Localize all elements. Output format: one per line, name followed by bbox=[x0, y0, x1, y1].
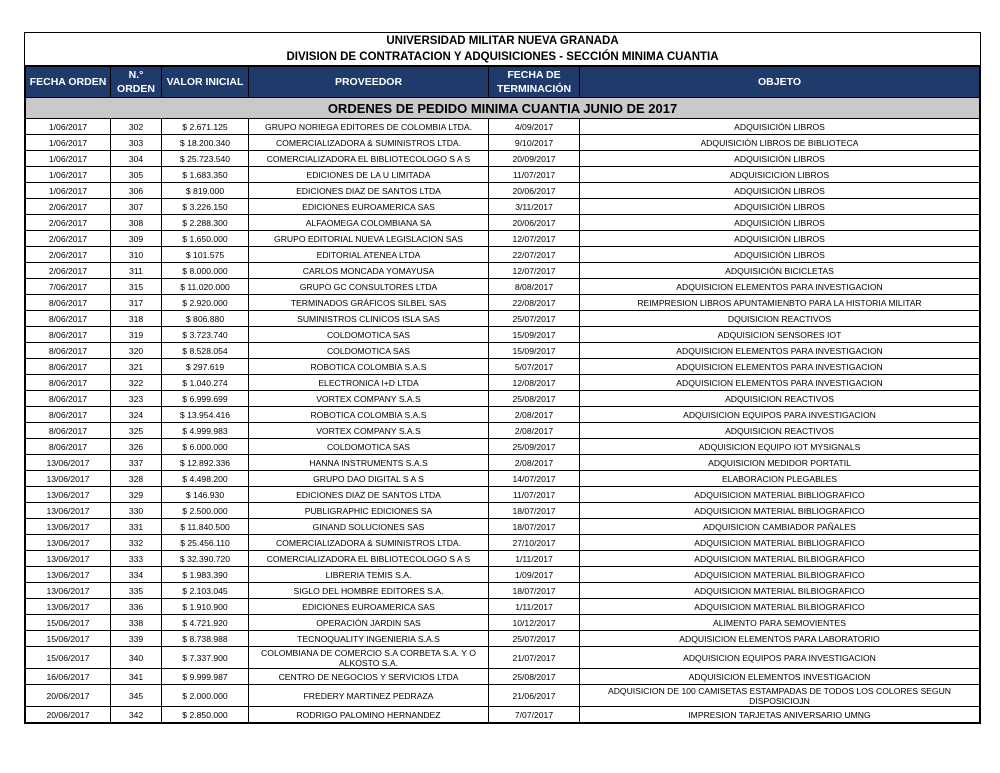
cell-fecha-orden[interactable]: 8/06/2017 bbox=[26, 423, 111, 439]
cell-valor-inicial[interactable]: $ 1.910.900 bbox=[162, 599, 249, 615]
cell-objeto[interactable]: ADQUISICION EQUIPO IOT MYSIGNALS bbox=[580, 439, 980, 455]
cell-fecha-terminacion[interactable]: 2/08/2017 bbox=[489, 423, 580, 439]
cell-valor-inicial[interactable]: $ 13.954.416 bbox=[162, 407, 249, 423]
table-row bbox=[26, 471, 980, 487]
cell-objeto[interactable]: ADQUISICION MATERIAL BIBLIOGRAFICO bbox=[580, 503, 980, 519]
cell-fecha-terminacion[interactable]: 21/07/2017 bbox=[489, 647, 580, 669]
cell-valor-inicial[interactable]: $ 297.619 bbox=[162, 359, 249, 375]
table-row bbox=[26, 707, 980, 723]
cell-n-orden[interactable]: 315 bbox=[111, 279, 162, 295]
cell-valor-inicial[interactable]: $ 806.880 bbox=[162, 311, 249, 327]
cell-n-orden[interactable]: 308 bbox=[111, 215, 162, 231]
cell-fecha-orden[interactable]: 8/06/2017 bbox=[26, 311, 111, 327]
cell-fecha-terminacion[interactable]: 2/08/2017 bbox=[489, 455, 580, 471]
cell-proveedor[interactable]: OPERACIÓN JARDIN SAS bbox=[249, 615, 489, 631]
cell-proveedor[interactable]: VORTEX COMPANY S.A.S bbox=[249, 423, 489, 439]
cell-n-orden[interactable]: 329 bbox=[111, 487, 162, 503]
cell-fecha-terminacion[interactable]: 15/09/2017 bbox=[489, 343, 580, 359]
table-row bbox=[26, 183, 980, 199]
cell-fecha-orden[interactable]: 13/06/2017 bbox=[26, 487, 111, 503]
cell-valor-inicial[interactable]: $ 32.390.720 bbox=[162, 551, 249, 567]
cell-valor-inicial[interactable]: $ 1.683.350 bbox=[162, 167, 249, 183]
cell-fecha-terminacion[interactable]: 10/12/2017 bbox=[489, 615, 580, 631]
table-row bbox=[26, 455, 980, 471]
cell-n-orden[interactable]: 340 bbox=[111, 647, 162, 669]
cell-fecha-orden[interactable]: 8/06/2017 bbox=[26, 439, 111, 455]
cell-fecha-terminacion[interactable]: 7/07/2017 bbox=[489, 707, 580, 723]
cell-fecha-orden[interactable]: 2/06/2017 bbox=[26, 231, 111, 247]
cell-fecha-terminacion[interactable]: 12/07/2017 bbox=[489, 263, 580, 279]
cell-proveedor[interactable]: PUBLIGRAPHIC EDICIONES SA bbox=[249, 503, 489, 519]
cell-proveedor[interactable]: RODRIGO PALOMINO HERNANDEZ bbox=[249, 707, 489, 723]
table-row bbox=[26, 487, 980, 503]
cell-fecha-orden[interactable]: 15/06/2017 bbox=[26, 647, 111, 669]
cell-objeto[interactable]: ADQUISICICION LIBROS bbox=[580, 167, 980, 183]
col-valor-inicial[interactable]: VALOR INICIAL bbox=[162, 67, 249, 98]
cell-fecha-terminacion[interactable]: 15/09/2017 bbox=[489, 327, 580, 343]
cell-valor-inicial[interactable]: $ 8.528.054 bbox=[162, 343, 249, 359]
cell-fecha-orden[interactable]: 2/06/2017 bbox=[26, 263, 111, 279]
cell-valor-inicial[interactable]: $ 2.500.000 bbox=[162, 503, 249, 519]
cell-fecha-terminacion[interactable]: 25/09/2017 bbox=[489, 439, 580, 455]
cell-fecha-terminacion[interactable]: 20/06/2017 bbox=[489, 215, 580, 231]
cell-n-orden[interactable]: 306 bbox=[111, 183, 162, 199]
table-row bbox=[26, 551, 980, 567]
cell-proveedor[interactable]: CARLOS MONCADA YOMAYUSA bbox=[249, 263, 489, 279]
table-body bbox=[26, 119, 980, 723]
cell-proveedor[interactable]: GINAND SOLUCIONES SAS bbox=[249, 519, 489, 535]
cell-n-orden[interactable]: 331 bbox=[111, 519, 162, 535]
cell-fecha-orden[interactable]: 8/06/2017 bbox=[26, 375, 111, 391]
cell-n-orden[interactable]: 304 bbox=[111, 151, 162, 167]
cell-proveedor[interactable]: SIGLO DEL HOMBRE EDITORES S.A. bbox=[249, 583, 489, 599]
cell-n-orden[interactable]: 341 bbox=[111, 669, 162, 685]
table-row bbox=[26, 503, 980, 519]
cell-n-orden[interactable]: 338 bbox=[111, 615, 162, 631]
cell-fecha-orden[interactable]: 16/06/2017 bbox=[26, 669, 111, 685]
cell-objeto[interactable]: ELABORACION PLEGABLES bbox=[580, 471, 980, 487]
cell-objeto[interactable]: ADQUISICION EQUIPOS PARA INVESTIGACION bbox=[580, 647, 980, 669]
cell-valor-inicial[interactable]: $ 2.000.000 bbox=[162, 685, 249, 707]
col-proveedor[interactable]: PROVEEDOR bbox=[249, 67, 489, 98]
cell-fecha-terminacion[interactable]: 27/10/2017 bbox=[489, 535, 580, 551]
cell-fecha-orden[interactable]: 8/06/2017 bbox=[26, 327, 111, 343]
cell-proveedor[interactable]: SUMINISTROS CLINICOS ISLA SAS bbox=[249, 311, 489, 327]
cell-objeto[interactable]: ADQUISICIÓN LIBROS bbox=[580, 151, 980, 167]
table-row bbox=[26, 407, 980, 423]
cell-fecha-terminacion[interactable]: 25/07/2017 bbox=[489, 311, 580, 327]
cell-n-orden[interactable]: 323 bbox=[111, 391, 162, 407]
cell-fecha-orden[interactable]: 13/06/2017 bbox=[26, 471, 111, 487]
cell-proveedor[interactable]: ALFAOMEGA COLOMBIANA SA bbox=[249, 215, 489, 231]
cell-valor-inicial[interactable]: $ 8.738.988 bbox=[162, 631, 249, 647]
cell-proveedor[interactable]: COMERCIALIZADORA & SUMINISTROS LTDA. bbox=[249, 135, 489, 151]
cell-valor-inicial[interactable]: $ 4.498.200 bbox=[162, 471, 249, 487]
cell-valor-inicial[interactable]: $ 4.999.983 bbox=[162, 423, 249, 439]
cell-fecha-terminacion[interactable]: 12/08/2017 bbox=[489, 375, 580, 391]
table-row bbox=[26, 231, 980, 247]
cell-proveedor[interactable]: COLOMBIANA DE COMERCIO S.A CORBETA S.A. Y O ALKOSTO S.A. bbox=[249, 647, 489, 669]
table-row bbox=[26, 279, 980, 295]
cell-n-orden[interactable]: 302 bbox=[111, 119, 162, 135]
cell-fecha-terminacion[interactable]: 18/07/2017 bbox=[489, 519, 580, 535]
table-row bbox=[26, 669, 980, 685]
cell-proveedor[interactable]: TECNOQUALITY INGENIERIA S.A.S bbox=[249, 631, 489, 647]
section-band bbox=[26, 98, 980, 119]
cell-objeto[interactable]: ADQUISICION MATERIAL BIBLIOGRAFICO bbox=[580, 535, 980, 551]
table-row bbox=[26, 327, 980, 343]
cell-fecha-terminacion[interactable]: 12/07/2017 bbox=[489, 231, 580, 247]
cell-fecha-orden[interactable]: 2/06/2017 bbox=[26, 199, 111, 215]
cell-objeto[interactable]: ADQUISICION ELEMENTOS PARA INVESTIGACION bbox=[580, 375, 980, 391]
table-row bbox=[26, 535, 980, 551]
cell-proveedor[interactable]: HANNA INSTRUMENTS S.A.S bbox=[249, 455, 489, 471]
cell-fecha-terminacion[interactable]: 14/07/2017 bbox=[489, 471, 580, 487]
cell-proveedor[interactable]: EDICIONES DIAZ DE SANTOS LTDA bbox=[249, 487, 489, 503]
table-row bbox=[26, 615, 980, 631]
cell-n-orden[interactable]: 328 bbox=[111, 471, 162, 487]
cell-objeto[interactable]: ADQUISICION MATERIAL BILBIOGRAFICO bbox=[580, 551, 980, 567]
spreadsheet bbox=[24, 32, 981, 724]
cell-fecha-orden[interactable]: 1/06/2017 bbox=[26, 167, 111, 183]
cell-fecha-orden[interactable]: 2/06/2017 bbox=[26, 247, 111, 263]
cell-fecha-orden[interactable]: 8/06/2017 bbox=[26, 295, 111, 311]
cell-fecha-orden[interactable]: 13/06/2017 bbox=[26, 567, 111, 583]
cell-valor-inicial[interactable]: $ 6.000.000 bbox=[162, 439, 249, 455]
cell-fecha-terminacion[interactable]: 25/07/2017 bbox=[489, 631, 580, 647]
cell-fecha-orden[interactable]: 1/06/2017 bbox=[26, 183, 111, 199]
cell-objeto[interactable]: IMPRESION TARJETAS ANIVERSARIO UMNG bbox=[580, 707, 980, 723]
cell-n-orden[interactable]: 325 bbox=[111, 423, 162, 439]
cell-fecha-terminacion[interactable]: 2/08/2017 bbox=[489, 407, 580, 423]
table-row bbox=[26, 423, 980, 439]
cell-fecha-terminacion[interactable]: 3/11/2017 bbox=[489, 199, 580, 215]
cell-proveedor[interactable]: CENTRO DE NEGOCIOS Y SERVICIOS LTDA bbox=[249, 669, 489, 685]
cell-objeto[interactable]: ADQUISICION ELEMENTOS PARA LABORATORIO bbox=[580, 631, 980, 647]
col-fecha-terminacion[interactable]: FECHA DE TERMINACIÓN bbox=[489, 67, 580, 98]
cell-n-orden[interactable]: 337 bbox=[111, 455, 162, 471]
cell-fecha-orden[interactable]: 13/06/2017 bbox=[26, 583, 111, 599]
cell-objeto[interactable]: ADQUISICIÓN LIBROS bbox=[580, 183, 980, 199]
cell-valor-inicial[interactable]: $ 9.999.987 bbox=[162, 669, 249, 685]
cell-proveedor[interactable]: VORTEX COMPANY S.A.S bbox=[249, 391, 489, 407]
cell-fecha-orden[interactable]: 8/06/2017 bbox=[26, 343, 111, 359]
cell-valor-inicial[interactable]: $ 18.200.340 bbox=[162, 135, 249, 151]
table-row bbox=[26, 135, 980, 151]
cell-n-orden[interactable]: 339 bbox=[111, 631, 162, 647]
cell-proveedor[interactable]: COLDOMOTICA SAS bbox=[249, 343, 489, 359]
cell-valor-inicial[interactable]: $ 2.920.000 bbox=[162, 295, 249, 311]
cell-fecha-orden[interactable]: 1/06/2017 bbox=[26, 119, 111, 135]
cell-n-orden[interactable]: 317 bbox=[111, 295, 162, 311]
cell-n-orden[interactable]: 322 bbox=[111, 375, 162, 391]
table-row bbox=[26, 119, 980, 135]
cell-valor-inicial[interactable]: $ 2.671.125 bbox=[162, 119, 249, 135]
cell-proveedor[interactable]: GRUPO EDITORIAL NUEVA LEGISLACION SAS bbox=[249, 231, 489, 247]
cell-objeto[interactable]: ALIMENTO PARA SEMOVIENTES bbox=[580, 615, 980, 631]
table-row bbox=[26, 631, 980, 647]
cell-proveedor[interactable]: EDICIONES DIAZ DE SANTOS LTDA bbox=[249, 183, 489, 199]
cell-n-orden[interactable]: 333 bbox=[111, 551, 162, 567]
cell-valor-inicial[interactable]: $ 1.650.000 bbox=[162, 231, 249, 247]
cell-n-orden[interactable]: 342 bbox=[111, 707, 162, 723]
cell-fecha-orden[interactable]: 13/06/2017 bbox=[26, 599, 111, 615]
cell-proveedor[interactable]: COLDOMOTICA SAS bbox=[249, 327, 489, 343]
cell-objeto[interactable]: ADQUISICION CAMBIADOR PAÑALES bbox=[580, 519, 980, 535]
cell-fecha-terminacion[interactable]: 11/07/2017 bbox=[489, 167, 580, 183]
cell-valor-inicial[interactable]: $ 4.721.920 bbox=[162, 615, 249, 631]
table-row bbox=[26, 199, 980, 215]
cell-proveedor[interactable]: FREDERY MARTINEZ PEDRAZA bbox=[249, 685, 489, 707]
cell-valor-inicial[interactable]: $ 3.723.740 bbox=[162, 327, 249, 343]
cell-fecha-orden[interactable]: 1/06/2017 bbox=[26, 151, 111, 167]
cell-valor-inicial[interactable]: $ 7.337.900 bbox=[162, 647, 249, 669]
cell-valor-inicial[interactable]: $ 2.288.300 bbox=[162, 215, 249, 231]
cell-fecha-terminacion[interactable]: 18/07/2017 bbox=[489, 503, 580, 519]
cell-objeto[interactable]: ADQUISICION MATERIAL BILBIOGRAFICO bbox=[580, 599, 980, 615]
cell-valor-inicial[interactable]: $ 12.892.336 bbox=[162, 455, 249, 471]
cell-n-orden[interactable]: 330 bbox=[111, 503, 162, 519]
cell-valor-inicial[interactable]: $ 101.575 bbox=[162, 247, 249, 263]
cell-fecha-terminacion[interactable]: 9/10/2017 bbox=[489, 135, 580, 151]
cell-proveedor[interactable]: LIBRERIA TEMIS S.A. bbox=[249, 567, 489, 583]
table-row bbox=[26, 167, 980, 183]
cell-fecha-orden[interactable]: 13/06/2017 bbox=[26, 519, 111, 535]
cell-objeto[interactable]: ADQUISICION EQUIPOS PARA INVESTIGACION bbox=[580, 407, 980, 423]
cell-proveedor[interactable]: EDICIONES DE LA U LIMITADA bbox=[249, 167, 489, 183]
cell-objeto[interactable]: ADQUISICIÓN LIBROS bbox=[580, 231, 980, 247]
cell-n-orden[interactable]: 332 bbox=[111, 535, 162, 551]
orders-table bbox=[25, 66, 980, 723]
table-row bbox=[26, 343, 980, 359]
cell-fecha-terminacion[interactable]: 22/07/2017 bbox=[489, 247, 580, 263]
title-division: DIVISION DE CONTRATACION Y ADQUISICIONES - SECCIÓN MINIMA CUANTIA bbox=[25, 49, 980, 66]
cell-valor-inicial[interactable]: $ 146.930 bbox=[162, 487, 249, 503]
cell-n-orden[interactable]: 311 bbox=[111, 263, 162, 279]
cell-objeto[interactable]: ADQUISICIÓN LIBROS DE BIBLIOTECA bbox=[580, 135, 980, 151]
cell-proveedor[interactable]: ELECTRONICA I+D LTDA bbox=[249, 375, 489, 391]
cell-n-orden[interactable]: 334 bbox=[111, 567, 162, 583]
cell-objeto[interactable]: ADQUISICIÓN LIBROS bbox=[580, 119, 980, 135]
cell-proveedor[interactable]: GRUPO NORIEGA EDITORES DE COLOMBIA LTDA. bbox=[249, 119, 489, 135]
table-row bbox=[26, 647, 980, 669]
cell-fecha-orden[interactable]: 8/06/2017 bbox=[26, 391, 111, 407]
cell-objeto[interactable]: ADQUISICION REACTIVOS bbox=[580, 391, 980, 407]
cell-proveedor[interactable]: EDICIONES EUROAMERICA SAS bbox=[249, 599, 489, 615]
table-row bbox=[26, 263, 980, 279]
table-row bbox=[26, 391, 980, 407]
cell-proveedor[interactable]: COMERCIALIZADORA EL BIBLIOTECOLOGO S A S bbox=[249, 551, 489, 567]
cell-proveedor[interactable]: EDITORIAL ATENEA LTDA bbox=[249, 247, 489, 263]
cell-fecha-terminacion[interactable]: 1/11/2017 bbox=[489, 551, 580, 567]
table-row bbox=[26, 583, 980, 599]
cell-n-orden[interactable]: 324 bbox=[111, 407, 162, 423]
table-row bbox=[26, 519, 980, 535]
cell-fecha-orden[interactable]: 13/06/2017 bbox=[26, 455, 111, 471]
cell-n-orden[interactable]: 307 bbox=[111, 199, 162, 215]
cell-n-orden[interactable]: 318 bbox=[111, 311, 162, 327]
cell-proveedor[interactable]: ROBOTICA COLOMBIA S.A.S bbox=[249, 359, 489, 375]
cell-objeto[interactable]: ADQUISICION MATERIAL BIBLIOGRAFICO bbox=[580, 487, 980, 503]
table-row bbox=[26, 359, 980, 375]
cell-proveedor[interactable]: GRUPO DAO DIGITAL S A S bbox=[249, 471, 489, 487]
cell-valor-inicial[interactable]: $ 8.000.000 bbox=[162, 263, 249, 279]
cell-objeto[interactable]: REIMPRESION LIBROS APUNTAMIENBTO PARA LA HISTORIA MILITAR bbox=[580, 295, 980, 311]
cell-objeto[interactable]: ADQUISICION DE 100 CAMISETAS ESTAMPADAS DE TODOS LOS COLORES SEGUN DISPOSICIOJN bbox=[580, 685, 980, 707]
cell-proveedor[interactable]: GRUPO GC CONSULTORES LTDA bbox=[249, 279, 489, 295]
cell-valor-inicial[interactable]: $ 25.723.540 bbox=[162, 151, 249, 167]
cell-fecha-terminacion[interactable]: 1/09/2017 bbox=[489, 567, 580, 583]
table-row bbox=[26, 295, 980, 311]
cell-n-orden[interactable]: 320 bbox=[111, 343, 162, 359]
cell-proveedor[interactable]: EDICIONES EUROAMERICA SAS bbox=[249, 199, 489, 215]
cell-fecha-orden[interactable]: 1/06/2017 bbox=[26, 135, 111, 151]
cell-fecha-terminacion[interactable]: 8/08/2017 bbox=[489, 279, 580, 295]
cell-objeto[interactable]: ADQUISICION ELEMENTOS INVESTIGACION bbox=[580, 669, 980, 685]
cell-fecha-terminacion[interactable]: 5/07/2017 bbox=[489, 359, 580, 375]
cell-n-orden[interactable]: 345 bbox=[111, 685, 162, 707]
cell-objeto[interactable]: ADQUISICION ELEMENTOS PARA INVESTIGACION bbox=[580, 343, 980, 359]
cell-fecha-orden[interactable]: 8/06/2017 bbox=[26, 407, 111, 423]
cell-objeto[interactable]: ADQUISICION ELEMENTOS PARA INVESTIGACION bbox=[580, 359, 980, 375]
col-objeto[interactable]: OBJETO bbox=[580, 67, 980, 98]
cell-valor-inicial[interactable]: $ 2.850.000 bbox=[162, 707, 249, 723]
cell-fecha-orden[interactable]: 13/06/2017 bbox=[26, 551, 111, 567]
cell-n-orden[interactable]: 335 bbox=[111, 583, 162, 599]
cell-fecha-orden[interactable]: 8/06/2017 bbox=[26, 359, 111, 375]
cell-objeto[interactable]: ADQUISICIÓN LIBROS bbox=[580, 215, 980, 231]
cell-fecha-terminacion[interactable]: 20/09/2017 bbox=[489, 151, 580, 167]
col-n-orden[interactable]: N.° ORDEN bbox=[111, 67, 162, 98]
title-university: UNIVERSIDAD MILITAR NUEVA GRANADA bbox=[25, 33, 980, 49]
cell-n-orden[interactable]: 321 bbox=[111, 359, 162, 375]
cell-n-orden[interactable]: 303 bbox=[111, 135, 162, 151]
cell-proveedor[interactable]: ROBOTICA COLOMBIA S.A.S bbox=[249, 407, 489, 423]
table-row bbox=[26, 685, 980, 707]
cell-valor-inicial[interactable]: $ 11.840.500 bbox=[162, 519, 249, 535]
table-row bbox=[26, 375, 980, 391]
cell-valor-inicial[interactable]: $ 6.999.699 bbox=[162, 391, 249, 407]
cell-fecha-orden[interactable]: 20/06/2017 bbox=[26, 707, 111, 723]
cell-valor-inicial[interactable]: $ 819.000 bbox=[162, 183, 249, 199]
cell-objeto[interactable]: ADQUISICION REACTIVOS bbox=[580, 423, 980, 439]
cell-fecha-terminacion[interactable]: 18/07/2017 bbox=[489, 583, 580, 599]
cell-fecha-orden[interactable]: 15/06/2017 bbox=[26, 631, 111, 647]
cell-n-orden[interactable]: 309 bbox=[111, 231, 162, 247]
table-row bbox=[26, 599, 980, 615]
cell-valor-inicial[interactable]: $ 11.020.000 bbox=[162, 279, 249, 295]
cell-fecha-orden[interactable]: 13/06/2017 bbox=[26, 535, 111, 551]
table-row bbox=[26, 247, 980, 263]
cell-fecha-terminacion[interactable]: 25/08/2017 bbox=[489, 391, 580, 407]
cell-valor-inicial[interactable]: $ 1.040.274 bbox=[162, 375, 249, 391]
cell-objeto[interactable]: ADQUISICIÓN LIBROS bbox=[580, 199, 980, 215]
cell-fecha-orden[interactable]: 7/06/2017 bbox=[26, 279, 111, 295]
cell-fecha-orden[interactable]: 15/06/2017 bbox=[26, 615, 111, 631]
cell-valor-inicial[interactable]: $ 1.983.390 bbox=[162, 567, 249, 583]
cell-fecha-terminacion[interactable]: 20/06/2017 bbox=[489, 183, 580, 199]
section-title[interactable]: ORDENES DE PEDIDO MINIMA CUANTIA JUNIO DE 2017 bbox=[26, 98, 980, 119]
table-row bbox=[26, 215, 980, 231]
cell-valor-inicial[interactable]: $ 3.226.150 bbox=[162, 199, 249, 215]
cell-fecha-terminacion[interactable]: 25/08/2017 bbox=[489, 669, 580, 685]
cell-objeto[interactable]: ADQUISICION ELEMENTOS PARA INVESTIGACION bbox=[580, 279, 980, 295]
cell-objeto[interactable]: ADQUISICION MATERIAL BILBIOGRAFICO bbox=[580, 583, 980, 599]
cell-objeto[interactable]: ADQUISICION MATERIAL BILBIOGRAFICO bbox=[580, 567, 980, 583]
cell-fecha-orden[interactable]: 13/06/2017 bbox=[26, 503, 111, 519]
cell-n-orden[interactable]: 305 bbox=[111, 167, 162, 183]
cell-n-orden[interactable]: 326 bbox=[111, 439, 162, 455]
cell-valor-inicial[interactable]: $ 2.103.045 bbox=[162, 583, 249, 599]
cell-proveedor[interactable]: COMERCIALIZADORA EL BIBLIOTECOLOGO S A S bbox=[249, 151, 489, 167]
cell-fecha-orden[interactable]: 2/06/2017 bbox=[26, 215, 111, 231]
table-row bbox=[26, 439, 980, 455]
cell-n-orden[interactable]: 310 bbox=[111, 247, 162, 263]
cell-fecha-terminacion[interactable]: 21/06/2017 bbox=[489, 685, 580, 707]
cell-objeto[interactable]: ADQUISICIÓN BICICLETAS bbox=[580, 263, 980, 279]
cell-objeto[interactable]: ADQUISICION SENSORES IOT bbox=[580, 327, 980, 343]
cell-proveedor[interactable]: TERMINADOS GRÁFICOS SILBEL SAS bbox=[249, 295, 489, 311]
table-row bbox=[26, 151, 980, 167]
cell-proveedor[interactable]: COMERCIALIZADORA & SUMINISTROS LTDA. bbox=[249, 535, 489, 551]
cell-fecha-terminacion[interactable]: 11/07/2017 bbox=[489, 487, 580, 503]
cell-n-orden[interactable]: 319 bbox=[111, 327, 162, 343]
cell-fecha-terminacion[interactable]: 1/11/2017 bbox=[489, 599, 580, 615]
cell-fecha-terminacion[interactable]: 22/08/2017 bbox=[489, 295, 580, 311]
table-row bbox=[26, 567, 980, 583]
cell-n-orden[interactable]: 336 bbox=[111, 599, 162, 615]
cell-proveedor[interactable]: COLDOMOTICA SAS bbox=[249, 439, 489, 455]
cell-objeto[interactable]: ADQUISICIÓN LIBROS bbox=[580, 247, 980, 263]
header-row bbox=[26, 67, 980, 98]
cell-fecha-orden[interactable]: 20/06/2017 bbox=[26, 685, 111, 707]
col-fecha-orden[interactable]: FECHA ORDEN bbox=[26, 67, 111, 98]
cell-fecha-terminacion[interactable]: 4/09/2017 bbox=[489, 119, 580, 135]
cell-objeto[interactable]: DQUISICION REACTIVOS bbox=[580, 311, 980, 327]
cell-valor-inicial[interactable]: $ 25.456.110 bbox=[162, 535, 249, 551]
cell-objeto[interactable]: ADQUISICION MEDIDOR PORTATIL bbox=[580, 455, 980, 471]
table-row bbox=[26, 311, 980, 327]
